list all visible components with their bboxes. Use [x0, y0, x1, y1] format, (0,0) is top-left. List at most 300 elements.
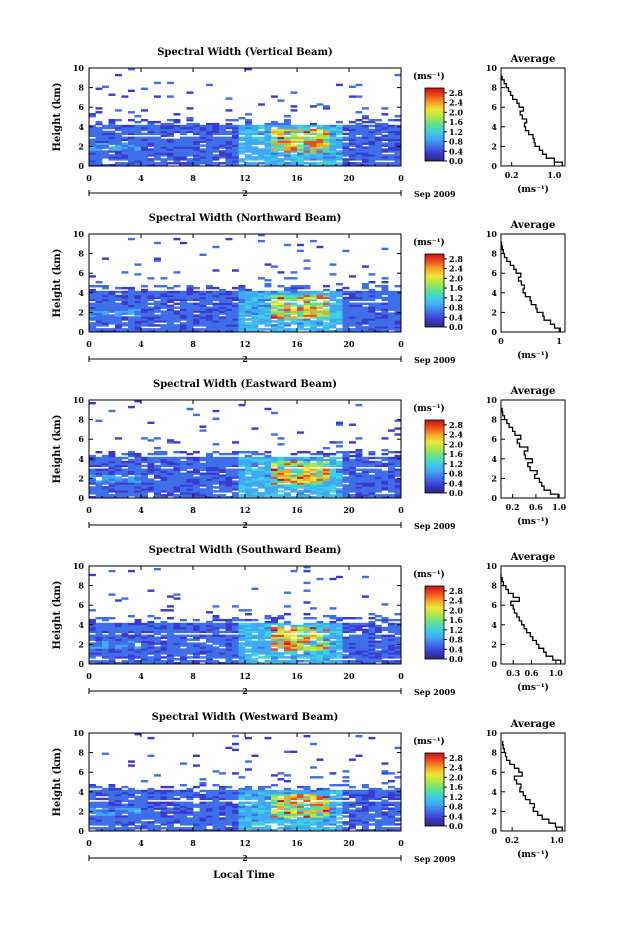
heatmap-cell [161, 609, 168, 611]
average-y-tick-label: 2 [491, 473, 497, 484]
heatmap-cell [167, 469, 174, 471]
heatmap-cell [382, 135, 389, 137]
heatmap-cell [187, 642, 194, 644]
heatmap-cell [167, 95, 174, 97]
heatmap-cell [226, 786, 233, 788]
heatmap-cell [174, 113, 181, 115]
heatmap-cell [180, 623, 187, 625]
heatmap-cell [323, 285, 330, 287]
heatmap-cell [167, 623, 174, 625]
average-x-tick-label: 1.0 [552, 502, 567, 512]
heatmap-cell [317, 162, 324, 164]
heatmap-cell [206, 611, 213, 613]
heatmap-cell [96, 790, 103, 792]
heatmap-cell [271, 433, 278, 435]
heatmap-cell [349, 623, 356, 625]
heatmap-cell [96, 285, 103, 287]
heatmap-cell [200, 463, 207, 465]
heatmap-cell [122, 804, 129, 806]
heatmap-cell [375, 615, 382, 617]
heatmap-cell [284, 492, 291, 494]
heatmap-cell [102, 455, 109, 457]
heatmap-cell [174, 324, 181, 326]
heatmap-cell [291, 303, 298, 305]
heatmap-cell [336, 469, 343, 471]
heatmap-cell [128, 238, 135, 240]
heatmap-cell [206, 123, 213, 125]
heatmap-cell [180, 635, 187, 637]
heatmap-cell [109, 119, 116, 121]
heatmap-cell [226, 137, 233, 139]
heatmap-cell [317, 246, 324, 248]
average-y-tick-label: 4 [491, 619, 497, 630]
heatmap-cell [258, 148, 265, 150]
heatmap-cell [154, 258, 161, 260]
heatmap-cell [239, 457, 246, 459]
heatmap-cell [278, 152, 285, 154]
heatmap-cell [128, 615, 135, 617]
heatmap-cell [161, 790, 168, 792]
x-tick-label: 12 [239, 173, 251, 183]
heatmap-cell [161, 656, 168, 658]
y-tick-label: 2 [78, 473, 84, 484]
heatmap-cell [115, 623, 122, 625]
heatmap-cell [193, 137, 200, 139]
heatmap-cell [180, 137, 187, 139]
heatmap-cell [213, 246, 220, 248]
heatmap-cell [297, 469, 304, 471]
heatmap-cell [206, 285, 213, 287]
heatmap-cell [330, 453, 337, 455]
heatmap-cell [174, 119, 181, 121]
heatmap-cell [330, 641, 337, 643]
heatmap-cell [388, 623, 395, 625]
heatmap-cell [232, 772, 239, 774]
heatmap-cell [115, 109, 122, 111]
heatmap-cell [317, 103, 324, 105]
heatmap-cell [245, 806, 252, 808]
heatmap-cell [304, 451, 311, 453]
heatmap-cell [226, 131, 233, 133]
heatmap-cell [115, 635, 122, 637]
heatmap-cell [362, 326, 369, 328]
average-x-tick-label: 0.6 [528, 502, 543, 512]
heatmap-cell [245, 322, 252, 324]
average-y-tick-label: 4 [491, 121, 497, 132]
average-x-axis-label: (ms⁻¹) [517, 185, 549, 195]
heatmap-cell [252, 588, 259, 590]
heatmap-cell [148, 328, 155, 330]
heatmap-cell [226, 747, 233, 749]
heatmap-cell [102, 788, 109, 790]
heatmap-cell [382, 248, 389, 250]
heatmap-cell [297, 635, 304, 637]
heatmap-cell [297, 250, 304, 252]
heatmap-cell [213, 123, 220, 125]
heatmap-cell [187, 660, 194, 662]
heatmap-cell [362, 457, 369, 459]
heatmap-cell [89, 303, 96, 305]
heatmap-cell [297, 144, 304, 146]
heatmap-cell [226, 109, 233, 111]
heatmap-cell [122, 597, 129, 599]
heatmap-cell [382, 277, 389, 279]
heatmap-cell [271, 137, 278, 139]
heatmap-cell [193, 660, 200, 662]
heatmap-cell [388, 429, 395, 431]
date-label: Sep 2009 [414, 355, 456, 365]
panel-3 [52, 379, 567, 531]
heatmap-cell [122, 287, 129, 289]
average-title: Average [510, 54, 556, 65]
heatmap-cell [187, 656, 194, 658]
heatmap-cell [102, 291, 109, 293]
heatmap-cell [356, 623, 363, 625]
heatmap-cell [330, 578, 337, 580]
heatmap-cell [336, 451, 343, 453]
heatmap-cell [200, 782, 207, 784]
heatmap-cell [265, 615, 272, 617]
heatmap-cell [148, 453, 155, 455]
y-tick-label: 10 [72, 63, 84, 73]
heatmap-cell [362, 146, 369, 148]
colorbar-tick-label: 0.4 [449, 312, 463, 323]
heatmap-cell [245, 113, 252, 115]
heatmap-cell [323, 447, 330, 449]
average-title: Average [510, 386, 556, 397]
heatmap-cell [193, 635, 200, 637]
heatmap-cell [187, 788, 194, 790]
heatmap-cell [96, 420, 103, 422]
heatmap-cell [336, 137, 343, 139]
heatmap-cell [187, 457, 194, 459]
heatmap-cell [200, 660, 207, 662]
heatmap-cell [135, 291, 142, 293]
heatmap-cell [154, 137, 161, 139]
heatmap-cell [323, 453, 330, 455]
heatmap-cell [174, 457, 181, 459]
average-y-tick-label: 6 [491, 102, 497, 113]
heatmap-cell [284, 457, 291, 459]
heatmap-cell [193, 414, 200, 416]
heatmap-cell [382, 143, 389, 145]
heatmap-cell [154, 301, 161, 303]
heatmap-cell [284, 605, 291, 607]
heatmap-cell [122, 162, 129, 164]
heatmap-cell [304, 646, 311, 648]
heatmap-cell [187, 285, 194, 287]
heatmap-cell [200, 291, 207, 293]
heatmap-cell [154, 324, 161, 326]
heatmap-cell [89, 139, 96, 141]
heatmap-cell [284, 660, 291, 662]
heatmap-cell [310, 291, 317, 293]
heatmap-cell [213, 770, 220, 772]
heatmap-cell [128, 800, 135, 802]
heatmap-cell [115, 291, 122, 293]
heatmap-cell [278, 285, 285, 287]
heatmap-cell [369, 451, 376, 453]
heatmap-cell [271, 129, 278, 131]
colorbar [425, 88, 444, 161]
heatmap-cell [369, 461, 376, 463]
heatmap-cell [375, 285, 382, 287]
heatmap-cell [193, 811, 200, 813]
heatmap-cell [291, 457, 298, 459]
heatmap-cell [96, 328, 103, 330]
heatmap-cell [232, 804, 239, 806]
heatmap-cell [141, 437, 148, 439]
heatmap-cell [395, 451, 402, 453]
heatmap-cell [180, 790, 187, 792]
heatmap-cell [349, 455, 356, 457]
y-tick-label: 8 [78, 248, 84, 259]
x-tick-label: 0 [86, 671, 92, 681]
heatmap-cell [180, 762, 187, 764]
average-title: Average [510, 552, 556, 563]
heatmap-cell [226, 619, 233, 621]
heatmap-cell [271, 469, 278, 471]
heatmap-cell [252, 755, 259, 757]
heatmap-cell [258, 131, 265, 133]
heatmap-cell [154, 451, 161, 453]
heatmap-cell [135, 121, 142, 123]
heatmap-cell [115, 287, 122, 289]
heatmap-cell [265, 303, 272, 305]
heatmap-cell [310, 463, 317, 465]
heatmap-cell [356, 473, 363, 475]
heatmap-cell [96, 457, 103, 459]
heatmap-cell [219, 635, 226, 637]
heatmap-cell [109, 314, 116, 316]
heatmap-cell [102, 802, 109, 804]
heatmap-cell [245, 318, 252, 320]
day-marker-label: 2 [242, 188, 248, 198]
heatmap-cell [258, 328, 265, 330]
heatmap-cell [193, 476, 200, 478]
heatmap-cell [349, 303, 356, 305]
heatmap-cell [291, 625, 298, 627]
heatmap-cell [180, 457, 187, 459]
heatmap-cell [356, 469, 363, 471]
heatmap-cell [304, 570, 311, 572]
colorbar-unit-label: (ms⁻¹) [413, 570, 445, 580]
x-tick-label: 0 [398, 339, 404, 349]
heatmap-cell [304, 617, 311, 619]
heatmap-cell [349, 617, 356, 619]
heatmap-cell [323, 309, 330, 311]
heatmap-cell [154, 328, 161, 330]
heatmap-cell [96, 281, 103, 283]
heatmap-cell [323, 125, 330, 127]
heatmap-cell [239, 117, 246, 119]
heatmap-cell [89, 802, 96, 804]
heatmap-cell [375, 619, 382, 621]
heatmap-cell [141, 469, 148, 471]
heatmap-cell [122, 291, 129, 293]
heatmap-cell [232, 492, 239, 494]
heatmap-cell [135, 825, 142, 827]
heatmap-cell [135, 646, 142, 648]
heatmap-cell [395, 637, 402, 639]
heatmap-cell [141, 821, 148, 823]
average-frame [501, 400, 565, 498]
heatmap-cell [252, 790, 259, 792]
heatmap-cell [167, 786, 174, 788]
heatmap-cell [200, 488, 207, 490]
heatmap-cell [239, 143, 246, 145]
heatmap-cell [356, 404, 363, 406]
heatmap-cell [122, 457, 129, 459]
heatmap-cell [213, 623, 220, 625]
heatmap-cell [193, 123, 200, 125]
heatmap-cell [317, 133, 324, 135]
heatmap-cell [206, 291, 213, 293]
heatmap-cell [343, 476, 350, 478]
heatmap-cell [356, 635, 363, 637]
heatmap-cell [245, 613, 252, 615]
heatmap-cell [362, 265, 369, 267]
average-frame [501, 68, 565, 166]
heatmap-cell [148, 821, 155, 823]
average-x-tick-label: 1.0 [547, 170, 562, 180]
heatmap-cell [362, 623, 369, 625]
y-axis-label: Height (km) [52, 82, 63, 152]
heatmap-cell [193, 314, 200, 316]
heatmap-cell [336, 457, 343, 459]
average-y-tick-label: 6 [491, 600, 497, 611]
heatmap-cell [213, 303, 220, 305]
heatmap-cell [245, 786, 252, 788]
heatmap-cell [174, 441, 181, 443]
heatmap-cell [252, 427, 259, 429]
colorbar-tick-label: 0.0 [449, 654, 463, 664]
heatmap-cell [239, 609, 246, 611]
heatmap-cell [232, 469, 239, 471]
heatmap-cell [148, 478, 155, 480]
heatmap-cell [375, 461, 382, 463]
colorbar-tick-label: 0.8 [449, 302, 463, 313]
heatmap-cell [304, 623, 311, 625]
heatmap-cell [245, 760, 252, 762]
heatmap-cell [206, 790, 213, 792]
heatmap-cell [148, 307, 155, 309]
heatmap-cell [167, 162, 174, 164]
heatmap-cell [278, 494, 285, 496]
heatmap-cell [362, 629, 369, 631]
heatmap-cell [96, 451, 103, 453]
heatmap-cell [317, 621, 324, 623]
heatmap-cell [89, 609, 96, 611]
heatmap-cell [232, 119, 239, 121]
heatmap-cell [291, 285, 298, 287]
heatmap-cell [330, 303, 337, 305]
heatmap-cell [304, 494, 311, 496]
heatmap-cell [154, 774, 161, 776]
heatmap-cell [258, 492, 265, 494]
average-y-tick-label: 10 [485, 63, 497, 73]
heatmap-cell [323, 301, 330, 303]
heatmap-cell [271, 95, 278, 97]
colorbar-unit-label: (ms⁻¹) [413, 72, 445, 82]
heatmap-cell [161, 310, 168, 312]
heatmap-cell [356, 449, 363, 451]
heatmap-cell [304, 162, 311, 164]
y-tick-label: 8 [78, 82, 84, 93]
colorbar-tick-label: 2.8 [449, 253, 463, 264]
heatmap-cell [252, 623, 259, 625]
heatmap-cell [245, 648, 252, 650]
heatmap-cell [174, 635, 181, 637]
heatmap-cell [252, 451, 259, 453]
average-y-tick-label: 8 [491, 82, 497, 93]
heatmap-cell [128, 570, 135, 572]
heatmap-cell [200, 778, 207, 780]
heatmap-cell [226, 291, 233, 293]
heatmap-cell [245, 619, 252, 621]
heatmap-cell [115, 162, 122, 164]
heatmap-cell [310, 123, 317, 125]
heatmap-cell [193, 764, 200, 766]
heatmap-cell [349, 125, 356, 127]
heatmap-cell [265, 621, 272, 623]
heatmap-cell [258, 467, 265, 469]
average-x-axis-label: (ms⁻¹) [517, 517, 549, 527]
heatmap-cell [213, 494, 220, 496]
heatmap-cell [297, 305, 304, 307]
heatmap-cell [96, 623, 103, 625]
heatmap-cell [252, 488, 259, 490]
x-tick-label: 16 [291, 339, 303, 349]
heatmap-cell [200, 144, 207, 146]
average-y-tick-label: 6 [491, 268, 497, 279]
average-x-tick-label: 0.2 [504, 170, 519, 180]
heatmap-cell [128, 316, 135, 318]
heatmap-cell [89, 660, 96, 662]
heatmap-cell [349, 275, 356, 277]
heatmap-cell [148, 277, 155, 279]
heatmap-cell [128, 623, 135, 625]
heatmap-cell [310, 453, 317, 455]
heatmap-cell [310, 469, 317, 471]
heatmap-cell [304, 137, 311, 139]
heatmap-cell [239, 642, 246, 644]
heatmap-cell [330, 469, 337, 471]
heatmap-cell [356, 162, 363, 164]
heatmap-cell [115, 119, 122, 121]
heatmap-cell [135, 115, 142, 117]
colorbar-tick-label: 1.6 [449, 449, 463, 460]
colorbar-tick-label: 0.0 [449, 488, 463, 498]
heatmap-cell [96, 291, 103, 293]
heatmap-cell [239, 285, 246, 287]
heatmap-cell [102, 486, 109, 488]
heatmap-cell [219, 475, 226, 477]
heatmap-cell [323, 459, 330, 461]
heatmap-cell [252, 658, 259, 660]
average-y-tick-label: 0 [491, 493, 497, 503]
heatmap-cell [128, 788, 135, 790]
heatmap-cell [167, 605, 174, 607]
heatmap [89, 566, 401, 664]
heatmap-cell [310, 641, 317, 643]
heatmap-cell [375, 303, 382, 305]
heatmap-cell [219, 289, 226, 291]
heatmap-cell [343, 158, 350, 160]
heatmap-cell [89, 285, 96, 287]
heatmap-cell [382, 281, 389, 283]
heatmap-cell [291, 154, 298, 156]
